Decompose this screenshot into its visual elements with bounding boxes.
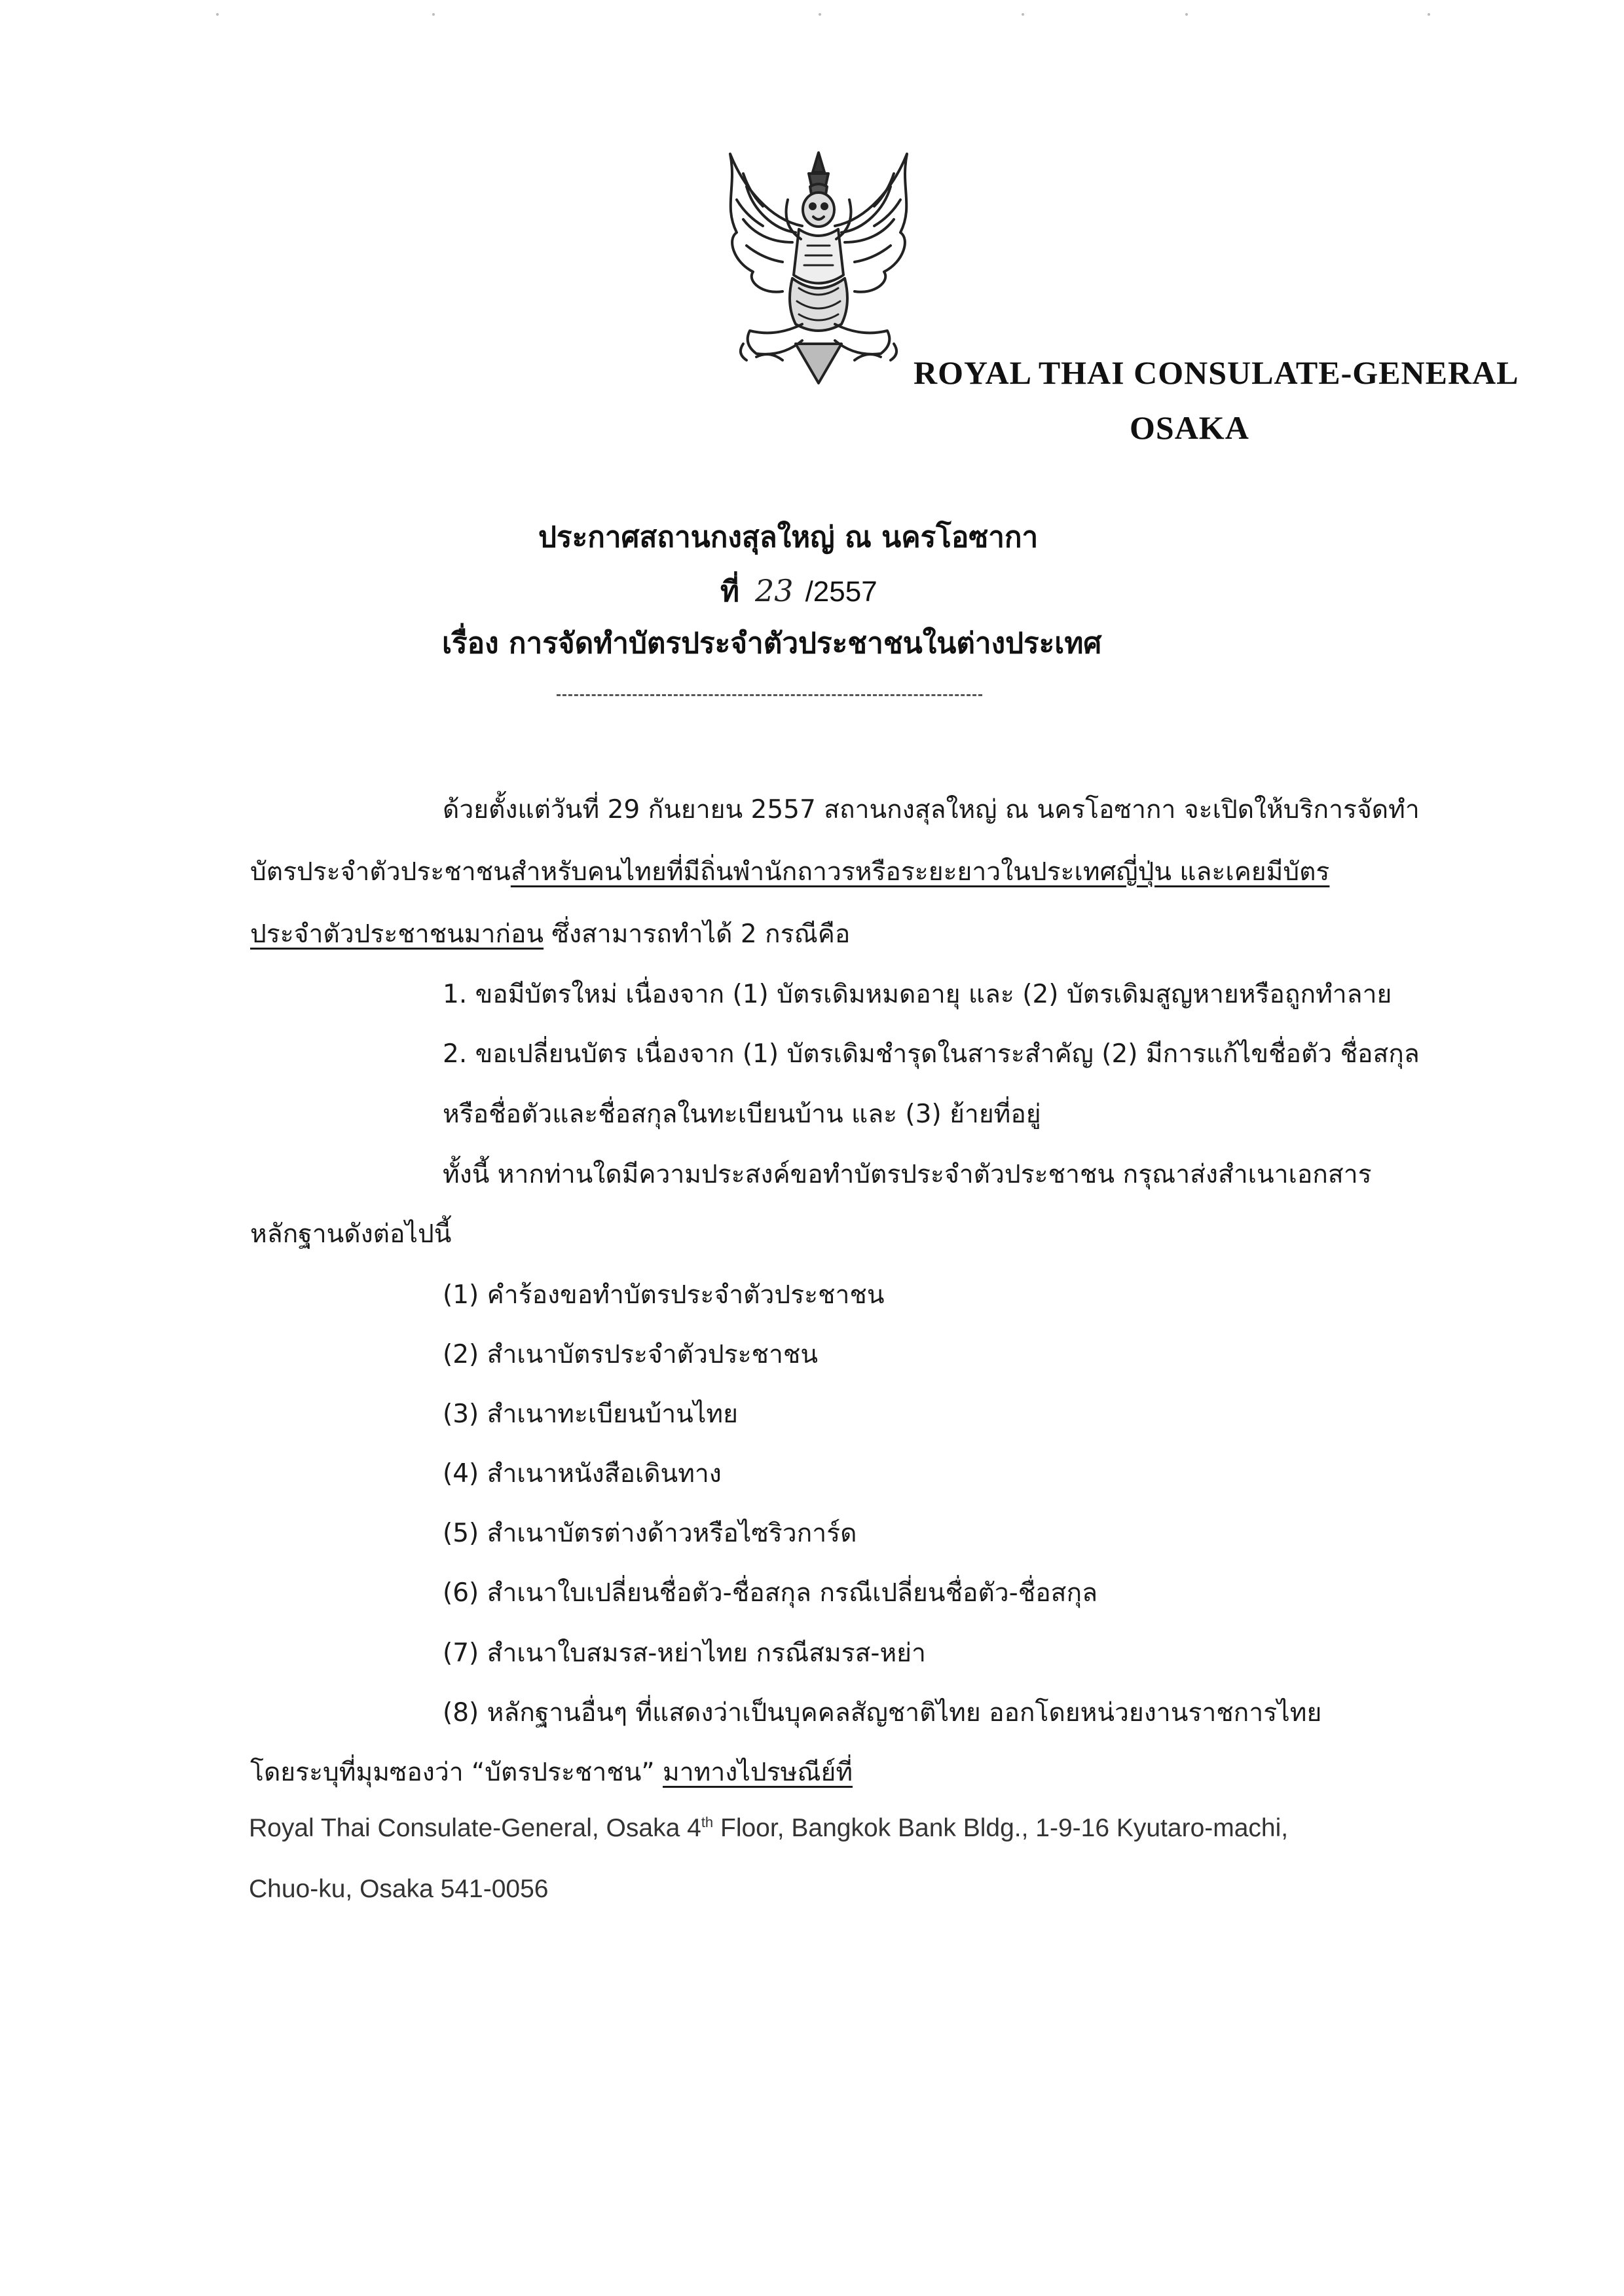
garuda-emblem-icon [717,147,920,390]
paragraph-2-line-1: ทั้งนี้ หากท่านใดมีความประสงค์ขอทำบัตรประจำตัวประชาชน กรุณาส่งสำเนาเอกสาร [443,1160,1372,1189]
case-1: 1. ขอมีบัตรใหม่ เนื่องจาก (1) บัตรเดิมหมดอายุ และ (2) บัตรเดิมสูญหายหรือถูกทำลาย [443,980,1392,1009]
mail-instruction [250,1752,853,1792]
document-item: (7) สำเนาใบสมรส-หย่าไทย กรณีสมรส-หย่า [443,1639,926,1668]
underlined-segment: สำหรับคนไทยที่มีถิ่นพำนักถาวรหรือระยะยาวในประเทศญี่ปุ่น และเคยมีบัตร [510,857,1330,887]
scan-speck [216,13,219,16]
scan-speck [1022,13,1024,16]
scan-speck [1185,13,1188,16]
announcement-number [720,568,877,614]
heading-divider [557,694,982,696]
announcement-subject: เรื่อง การจัดทำบัตรประจำตัวประชาชนในต่างประเทศ [442,627,1102,660]
mailing-address-line-1 [249,1814,1288,1843]
ordinal-suffix: th [701,1814,714,1830]
document-item: (5) สำเนาบัตรต่างด้าวหรือไซริวการ์ด [443,1519,857,1548]
paragraph-2-line-2: หลักฐานดังต่อไปนี้ [250,1219,452,1249]
scan-speck [1428,13,1430,16]
case-2-line-1: 2. ขอเปลี่ยนบัตร เนื่องจาก (1) บัตรเดิมชำรุดในสาระสำคัญ (2) มีการแก้ไขชื่อตัว ชื่อสกุล [443,1039,1420,1069]
document-item: (2) สำเนาบัตรประจำตัวประชาชน [443,1340,819,1369]
case-2-line-2: หรือชื่อตัวและชื่อสกุลในทะเบียนบ้าน และ (3) ย้ายที่อยู่ [443,1100,1041,1129]
underlined-segment: ประจำตัวประชาชนมาก่อน [250,919,544,949]
document-item: (1) คำร้องขอทำบัตรประจำตัวประชาชน [443,1280,885,1310]
document-item: (8) หลักฐานอื่นๆ ที่แสดงว่าเป็นบุคคลสัญชาติไทย ออกโดยหน่วยงานราชการไทย [443,1698,1322,1728]
scan-speck [819,13,821,16]
consulate-city: OSAKA [1130,409,1249,446]
scan-speck [432,13,435,16]
text-segment: Royal Thai Consulate-General, Osaka 4 [249,1814,701,1842]
text-segment: บัตรประจำตัวประชาชน [250,857,511,887]
paragraph-1-line-2 [250,851,1329,892]
paragraph-1-line-3 [250,914,850,954]
mailing-address-line-2: Chuo-ku, Osaka 541-0056 [249,1875,549,1903]
number-year: /2557 [805,576,877,608]
text-segment: Floor, Bangkok Bank Bldg., 1-9-16 Kyutaro-machi, [713,1814,1289,1842]
document-item: (6) สำเนาใบเปลี่ยนชื่อตัว-ชื่อสกุล กรณีเปลี่ยนชื่อตัว-ชื่อสกุล [443,1578,1098,1608]
text-segment: ซึ่งสามารถทำได้ 2 กรณีคือ [544,919,851,949]
document-item: (4) สำเนาหนังสือเดินทาง [443,1459,722,1489]
handwritten-number: 23 [755,573,794,608]
document-item: (3) สำเนาทะเบียนบ้านไทย [443,1399,738,1429]
underlined-segment: มาทางไปรษณีย์ที่ [663,1758,853,1787]
announcement-title: ประกาศสถานกงสุลใหญ่ ณ นครโอซากา [538,521,1039,554]
paragraph-1-line-1: ด้วยตั้งแต่วันที่ 29 กันยายน 2557 สถานกงสุลใหญ่ ณ นครโอซากา จะเปิดให้บริการจัดทำ [443,795,1420,824]
consulate-name: ROYAL THAI CONSULATE-GENERAL [913,354,1519,391]
number-prefix: ที่ [720,575,740,608]
text-segment: โดยระบุที่มุมซองว่า “บัตรประชาชน” [250,1758,663,1787]
